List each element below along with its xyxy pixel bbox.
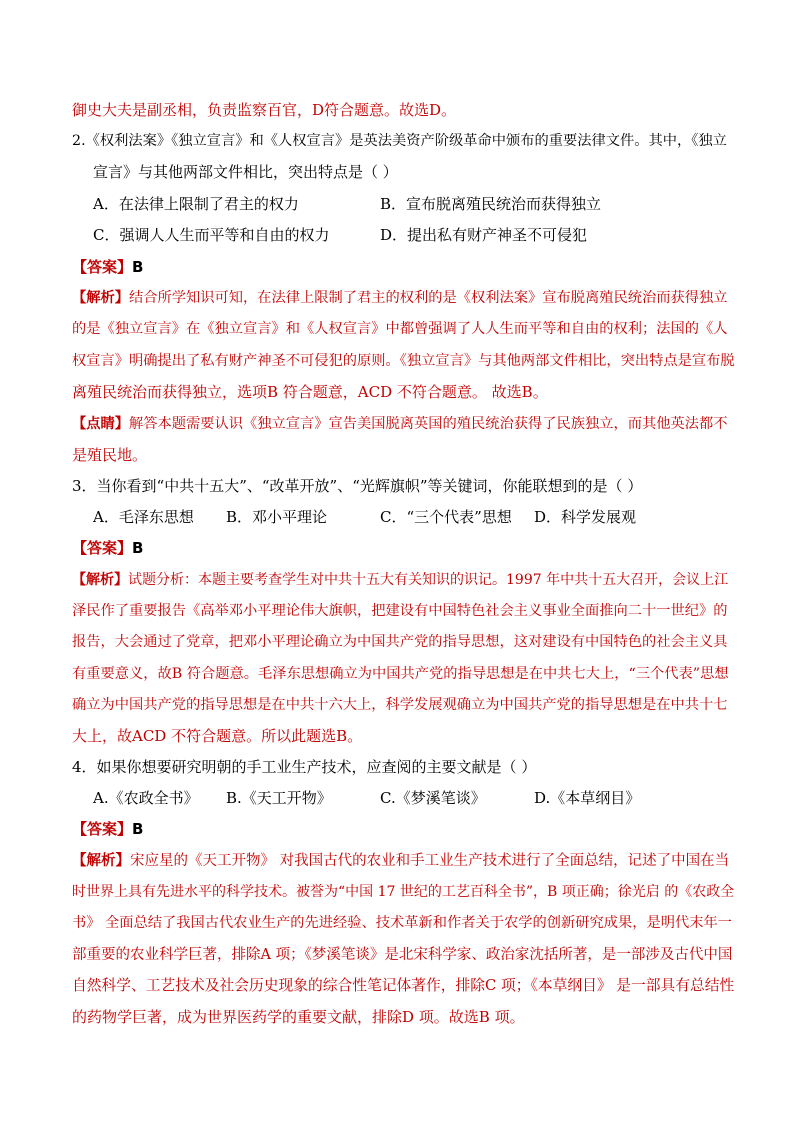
answer-tag: 【答案】 (72, 258, 133, 276)
q3-answer-row (72, 538, 143, 558)
previous-analysis-continuation: 御史大夫是副丞相，负责监察百官，D符合题意。故选D。 (72, 101, 457, 119)
q2-analysis-line3: 权宣言》明确提出了私有财产神圣不可侵犯的原则。《独立宣言》与其他两部文件相比，突出特点是宣布脱 (72, 353, 735, 369)
q3-answer: B (132, 539, 144, 557)
q4-option-d: D.《本草纲目》 (534, 789, 641, 807)
q2-point-line1 (72, 414, 728, 434)
q4-analysis-line6: 的药物学巨著，成为世界医药学的重要文献，排除D 项。故选B 项。 (72, 1008, 525, 1026)
q2-stem-line1: 2.《权利法案》《独立宣言》和《人权宣言》是英法美资产阶级革命中颁布的重要法律文件。其中，《独立 (72, 133, 727, 149)
answer-tag: 【答案】 (72, 820, 133, 838)
q3-analysis-line5: 确立为中国共产党的指导思想是在中共十六大上，科学发展观确立为中国共产党的指导思想是在中共十七 (72, 697, 728, 713)
analysis-tag: 【解析】 (72, 290, 130, 306)
q2-answer: B (132, 258, 144, 276)
point-tag: 【点睛】 (72, 416, 130, 432)
analysis-tag: 【解析】 (72, 853, 130, 869)
q2-analysis-text1: 结合所学知识可知，在法律上限制了君主的权利的是《权利法案》宣布脱离殖民统治而获得独立 (129, 290, 728, 306)
q2-option-a: A．在法律上限制了君主的权力 (93, 195, 299, 213)
q2-point-line2: 是殖民地。 (72, 446, 148, 464)
q2-analysis-line4: 离殖民统治而获得独立，选项B 符合题意，ACD 不符合题意。 故选B。 (72, 383, 548, 401)
q4-option-a: A.《农政全书》 (93, 789, 199, 807)
q3-option-d: D．科学发展观 (534, 508, 637, 526)
q3-analysis-line1 (72, 570, 728, 590)
q3-option-a: A．毛泽东思想 (93, 508, 194, 526)
q2-option-b: B．宣布脱离殖民统治而获得独立 (380, 195, 602, 213)
q3-analysis-line4: 有重要意义，故B 符合题意。毛泽东思想确立为中国共产党的指导思想是在中共七大上，“三个代表”思想 (72, 666, 729, 682)
answer-tag: 【答案】 (72, 539, 133, 557)
q3-option-b: B．邓小平理论 (226, 508, 328, 526)
q4-option-b: B.《天工开物》 (226, 789, 332, 807)
q2-option-c: C．强调人人生而平等和自由的权力 (93, 226, 330, 244)
q3-analysis-line6: 大上，故ACD 不符合题意。所以此题选B。 (72, 727, 363, 745)
q3-option-c: C．“三个代表”思想 (380, 508, 512, 526)
q2-option-d: D．提出私有财产神圣不可侵犯 (380, 226, 588, 244)
q2-analysis-line1 (72, 288, 728, 308)
q4-stem: 4．如果你想要研究明朝的手工业生产技术，应查阅的主要文献是（ ） (72, 758, 537, 776)
q4-analysis-line1 (72, 851, 729, 871)
q4-analysis-line3: 书》 全面总结了我国古代农业生产的先进经验、技术革新和作者关于农学的创新研究成果，是明代末年一 (72, 915, 733, 931)
q4-answer-row (72, 819, 143, 839)
q2-stem-line2: 宣言》与其他两部文件相比，突出特点是（ ） (93, 163, 398, 181)
q2-answer-row (72, 257, 143, 277)
q4-analysis-line4: 部重要的农业科学巨著，排除A 项；《梦溪笔谈》是北宋科学家、政治家沈括所著，是一部涉及古代中国 (72, 947, 733, 963)
q3-stem: 3．当你看到“中共十五大”、“改革开放”、“光辉旗帜”等关键词，你能联想到的是（ ） (72, 477, 643, 495)
analysis-tag: 【解析】 (72, 572, 128, 588)
q4-answer: B (132, 820, 144, 838)
q3-analysis-line2: 泽民作了重要报告《高举邓小平理论伟大旗帜，把建设有中国特色社会主义事业全面推向二十一世纪》的 (72, 603, 728, 619)
q4-analysis-text1: 宋应星的《天工开物》 对我国古代的农业和手工业生产技术进行了全面总结，记述了中国在当 (130, 853, 730, 869)
q2-point-text1: 解答本题需要认识《独立宣言》宣告美国脱离英国的殖民统治获得了民族独立，而其他英法都不 (129, 416, 728, 432)
q4-analysis-line2: 时世界上具有先进水平的科学技术。被誉为“中国 17 世纪的工艺百科全书”，B 项正确；徐光启 的《农政全 (72, 884, 735, 900)
q3-analysis-line3: 报告，大会通过了党章，把邓小平理论确立为中国共产党的指导思想，这对建设有中国特色的社会主义具 (72, 634, 728, 650)
q4-option-c: C.《梦溪笔谈》 (380, 789, 486, 807)
q2-analysis-line2: 的是《独立宣言》在《独立宣言》和《人权宣言》中都曾强调了人人生而平等和自由的权利；法国的《人 (72, 321, 728, 337)
q4-analysis-line5: 自然科学、工艺技术及社会历史现象的综合性笔记体著作，排除C 项；《本草纲目》 是一部具有总结性 (72, 977, 735, 994)
q3-analysis-text1: 试题分析：本题主要考查学生对中共十五大有关知识的识记。1997 年中共十五大召开，会议上江 (128, 572, 729, 588)
